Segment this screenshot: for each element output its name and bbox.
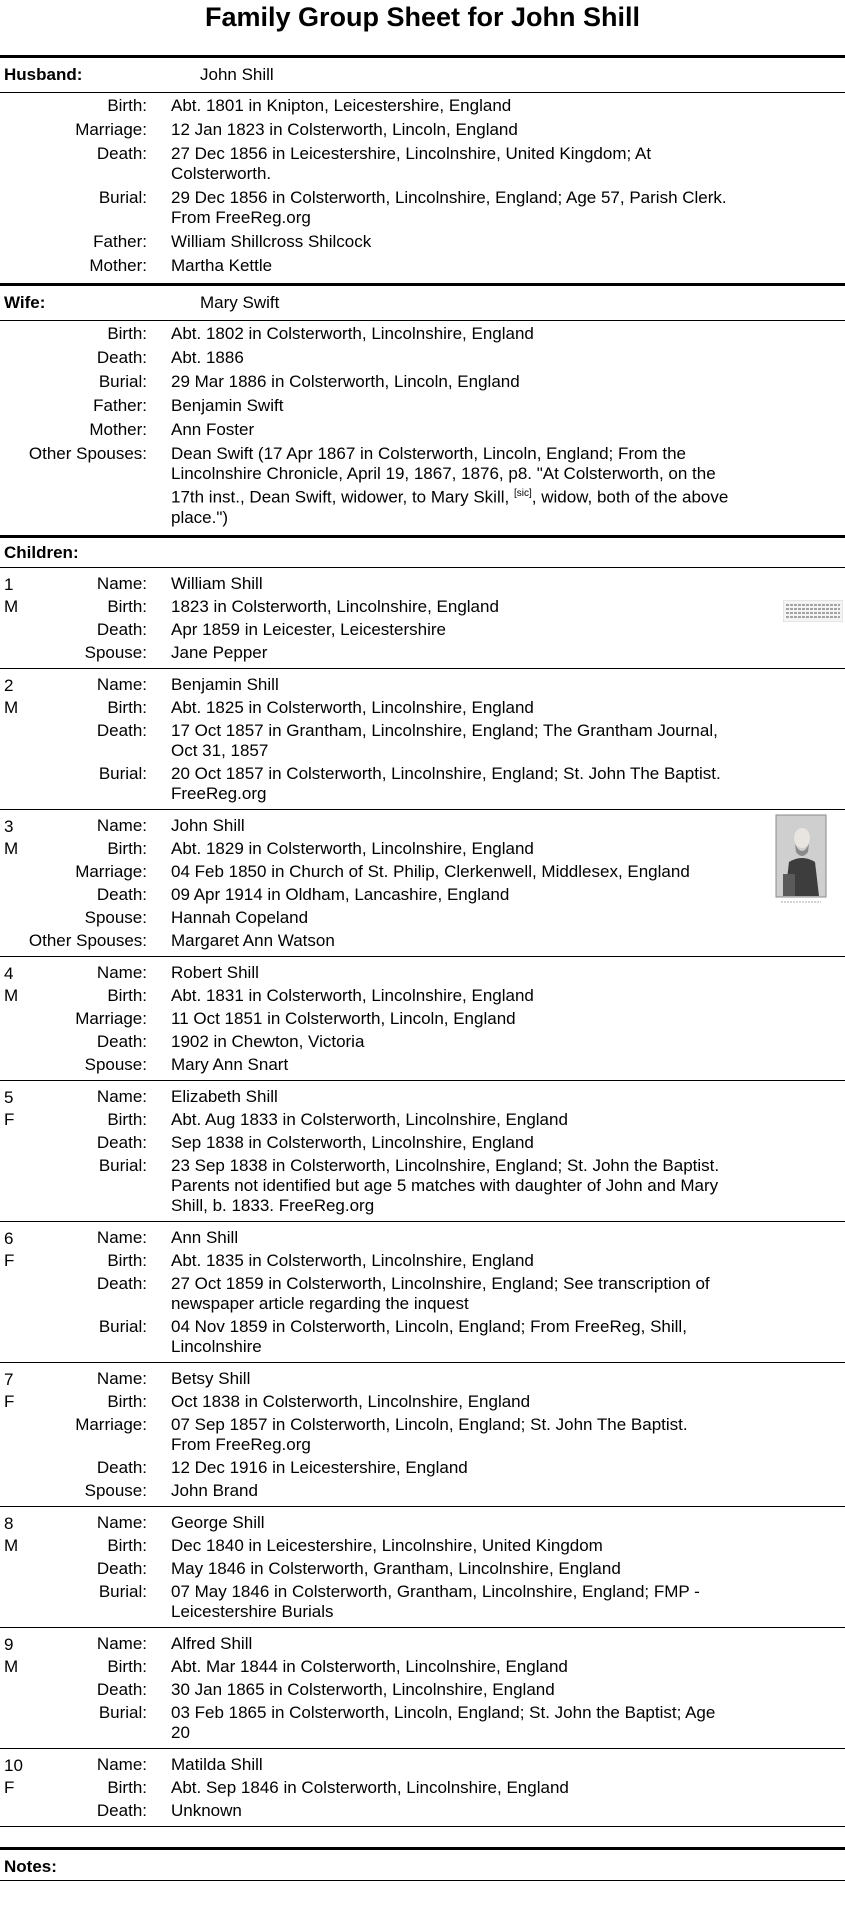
fact-row (0, 1778, 845, 1798)
fact-label: Death: (96, 1132, 147, 1152)
child-sex: F (4, 1777, 15, 1797)
fact-value: Abt. 1802 in Colsterworth, Lincolnshire, England (171, 324, 534, 343)
fact-row (0, 986, 845, 1006)
child-number: 7 (4, 1369, 14, 1389)
fact-value: Jane Pepper (171, 642, 268, 662)
child-sex: M (4, 1535, 19, 1555)
fact-row (0, 1634, 845, 1654)
fact-row (0, 1317, 845, 1357)
child-sex: F (4, 1109, 15, 1129)
husband-label: Husband: (4, 65, 83, 84)
fact-value: 30 Jan 1865 in Colsterworth, Lincolnshire, England (171, 1679, 555, 1699)
fact-row (0, 1156, 845, 1216)
husband-header (0, 58, 845, 93)
fact-value: Matilda Shill (171, 1754, 263, 1774)
fact-row (0, 120, 845, 140)
fact-label: Birth: (107, 838, 147, 858)
fact-label: Birth: (107, 96, 147, 115)
fact-row (0, 348, 845, 368)
fact-label: Burial: (98, 1702, 147, 1722)
fact-value: 29 Dec 1856 in Colsterworth, Lincolnshire, England; Age 57, Parish Clerk. From FreeReg.org (171, 188, 727, 227)
fact-row (0, 1009, 845, 1029)
fact-value: Abt. 1835 in Colsterworth, Lincolnshire, England (171, 1250, 534, 1270)
fact-label: Spouse: (84, 907, 147, 927)
fact-row (0, 963, 845, 983)
portrait-photo-thumbnail[interactable] (775, 814, 827, 906)
fact-row (0, 597, 845, 617)
page-title: Family Group Sheet for John Shill (204, 2, 641, 32)
child-index (4, 1755, 23, 1799)
children-label: Children: (0, 538, 845, 568)
fact-value: Abt. Aug 1833 in Colsterworth, Lincolnshire, England (171, 1109, 568, 1129)
fact-row (0, 908, 845, 928)
fact-value: Robert Shill (171, 962, 259, 982)
fact-row (0, 1133, 845, 1153)
child-number: 2 (4, 675, 14, 695)
fact-row (0, 396, 845, 416)
fact-row (0, 1755, 845, 1775)
fact-label: Burial: (98, 763, 147, 783)
child-entry (0, 1081, 845, 1222)
fact-label: Death: (96, 1558, 147, 1578)
fact-value: Martha Kettle (171, 256, 273, 275)
fact-label: Birth: (107, 1656, 147, 1676)
fact-label: Name: (96, 1227, 147, 1247)
fact-value: 17 Oct 1857 in Grantham, Lincolnshire, England; The Grantham Journal, Oct 31, 1857 (171, 720, 718, 760)
fact-row (0, 1559, 845, 1579)
fact-row (0, 931, 845, 951)
child-entry (0, 957, 845, 1081)
spacer (0, 1827, 845, 1847)
fact-label: Birth: (107, 985, 147, 1005)
fact-label: Name: (96, 1086, 147, 1106)
fact-value: 20 Oct 1857 in Colsterworth, Lincolnshire, England; St. John The Baptist. FreeReg.org (171, 763, 721, 803)
child-number: 5 (4, 1087, 14, 1107)
fact-value: 07 Sep 1857 in Colsterworth, Lincoln, England; St. John The Baptist. From FreeReg.org (171, 1414, 688, 1454)
fact-value: William Shillcross Shilcock (171, 232, 372, 251)
child-entry (0, 1507, 845, 1628)
fact-row (0, 1657, 845, 1677)
fact-value: 29 Mar 1886 in Colsterworth, Lincoln, England (171, 372, 520, 391)
other-spouses-text-end: , widow, both of the above place.") (171, 487, 729, 527)
child-index (4, 574, 18, 618)
fact-value: Betsy Shill (171, 1368, 251, 1388)
fact-value: William Shill (171, 573, 263, 593)
wife-facts-list (0, 324, 845, 440)
child-sex: M (4, 1656, 19, 1676)
fact-row (0, 1415, 845, 1455)
child-sex: F (4, 1391, 15, 1411)
fact-label: Burial: (98, 1155, 147, 1175)
child-sex: M (4, 697, 19, 717)
child-sex: M (4, 838, 19, 858)
fact-row (0, 1110, 845, 1130)
fact-label: Death: (96, 619, 147, 639)
fact-label: Birth: (107, 596, 147, 616)
fact-row (0, 764, 845, 804)
fact-label: Name: (96, 674, 147, 694)
fact-label: Name: (96, 1633, 147, 1653)
husband-facts (0, 93, 845, 283)
child-number: 6 (4, 1228, 14, 1248)
sic-marker: [sic] (513, 488, 532, 499)
fact-value: Unknown (171, 1800, 242, 1820)
fact-row (0, 1055, 845, 1075)
fact-row (0, 885, 845, 905)
fact-label: Marriage: (75, 1008, 147, 1028)
fact-label: Marriage: (75, 861, 147, 881)
fact-row (0, 1228, 845, 1248)
fact-row (0, 698, 845, 718)
child-entry (0, 1628, 845, 1749)
fact-label: Burial: (98, 188, 147, 207)
fact-row (0, 839, 845, 859)
other-spouses-text: Dean Swift (17 Apr 1867 in Colsterworth, Lincoln, England; From the Lincolnshire Chronicle, April 19, 1867, 1876, p8. "At Colsterworth, on the 17th inst., Dean Swift, widower, to Mary Skill, (171, 444, 716, 507)
fact-label: Birth: (107, 1109, 147, 1129)
fact-value: Apr 1859 in Leicester, Leicestershire (171, 619, 446, 639)
fact-row (0, 816, 845, 836)
fact-value: 09 Apr 1914 in Oldham, Lancashire, England (171, 884, 510, 904)
fact-value: Alfred Shill (171, 1633, 253, 1653)
fact-row (0, 1703, 845, 1743)
fact-value: 04 Feb 1850 in Church of St. Philip, Clerkenwell, Middlesex, England (171, 861, 690, 881)
fact-row (0, 372, 845, 392)
fact-label: Death: (96, 144, 147, 163)
fact-label: Father: (93, 396, 147, 415)
child-number: 4 (4, 963, 14, 983)
child-number: 3 (4, 816, 14, 836)
fact-label: Mother: (89, 420, 147, 439)
fact-label: Burial: (98, 1581, 147, 1601)
wife-facts (0, 321, 845, 535)
fact-value: May 1846 in Colsterworth, Grantham, Lincolnshire, England (171, 1558, 621, 1578)
child-sex: M (4, 985, 19, 1005)
fact-row (0, 1513, 845, 1533)
fact-label: Birth: (107, 1250, 147, 1270)
fact-value: Sep 1838 in Colsterworth, Lincolnshire, England (171, 1132, 534, 1152)
fact-row (0, 675, 845, 695)
fact-row (0, 620, 845, 640)
fact-label: Birth: (107, 1777, 147, 1797)
fact-label: Birth: (107, 324, 147, 343)
child-number: 1 (4, 574, 14, 594)
fact-label: Death: (96, 348, 147, 367)
fact-value: Oct 1838 in Colsterworth, Lincolnshire, England (171, 1391, 531, 1411)
fact-value: 27 Oct 1859 in Colsterworth, Lincolnshire, England; See transcription of newspaper article regarding the inquest (171, 1273, 710, 1313)
child-entry (0, 1222, 845, 1363)
fact-row (0, 96, 845, 116)
fact-value: 12 Jan 1823 in Colsterworth, Lincoln, England (171, 120, 518, 139)
fact-label: Name: (96, 1512, 147, 1532)
child-index (4, 675, 18, 719)
fact-value: 11 Oct 1851 in Colsterworth, Lincoln, England (171, 1008, 516, 1028)
fact-label: Name: (96, 1368, 147, 1388)
fact-value: John Shill (171, 815, 245, 835)
fact-label: Spouse: (84, 1480, 147, 1500)
fact-row (0, 444, 845, 528)
fact-row (0, 1392, 845, 1412)
fact-label: Other Spouses: (28, 930, 147, 950)
newspaper-clipping-thumbnail[interactable] (783, 600, 843, 622)
fact-row (0, 574, 845, 594)
fact-value: 27 Dec 1856 in Leicestershire, Lincolnshire, United Kingdom; At Colsterworth. (171, 144, 652, 183)
fact-label: Marriage: (75, 120, 147, 139)
child-sex: F (4, 1250, 15, 1270)
child-sex: M (4, 596, 19, 616)
child-index (4, 1369, 14, 1413)
fact-value: Dec 1840 in Leicestershire, Lincolnshire, United Kingdom (171, 1535, 603, 1555)
fact-label: Father: (93, 232, 147, 251)
fact-value: 12 Dec 1916 in Leicestershire, England (171, 1457, 468, 1477)
fact-value: Abt. 1825 in Colsterworth, Lincolnshire, England (171, 697, 534, 717)
children-list (0, 568, 845, 1827)
fact-value: Abt. Mar 1844 in Colsterworth, Lincolnshire, England (171, 1656, 568, 1676)
child-entry (0, 1363, 845, 1507)
fact-row (0, 232, 845, 252)
husband-name: John Shill (200, 65, 274, 84)
child-number: 9 (4, 1634, 14, 1654)
fact-label: Death: (96, 1273, 147, 1293)
fact-label: Burial: (98, 372, 147, 391)
fact-value: Abt. 1886 (171, 348, 244, 367)
fact-row (0, 188, 845, 228)
fact-value: Benjamin Swift (171, 396, 284, 415)
fact-row (0, 256, 845, 276)
fact-value: Ann Shill (171, 1227, 239, 1247)
child-index (4, 963, 18, 1007)
fact-row (0, 420, 845, 440)
fact-value: Benjamin Shill (171, 674, 279, 694)
child-entry (0, 1749, 845, 1827)
fact-value: Abt. 1831 in Colsterworth, Lincolnshire, England (171, 985, 534, 1005)
fact-row (0, 1274, 845, 1314)
fact-label: Marriage: (75, 1414, 147, 1434)
fact-row (0, 1458, 845, 1478)
child-entry (0, 568, 845, 669)
fact-label: Death: (96, 1457, 147, 1477)
child-index (4, 1513, 18, 1557)
fact-value: Abt. Sep 1846 in Colsterworth, Lincolnshire, England (171, 1777, 569, 1797)
fact-row (0, 643, 845, 663)
wife-header (0, 286, 845, 321)
fact-row (0, 1087, 845, 1107)
fact-label: Death: (96, 1679, 147, 1699)
fact-label: Death: (96, 884, 147, 904)
fact-row (0, 1369, 845, 1389)
fact-label: Birth: (107, 1535, 147, 1555)
fact-label: Name: (96, 815, 147, 835)
fact-value: 1823 in Colsterworth, Lincolnshire, England (171, 596, 499, 616)
child-index (4, 1634, 18, 1678)
fact-value: John Brand (171, 1480, 258, 1500)
fact-row (0, 324, 845, 344)
fact-row (0, 1481, 845, 1501)
fact-row (0, 1032, 845, 1052)
fact-row (0, 862, 845, 882)
child-index (4, 1228, 14, 1272)
fact-row (0, 1251, 845, 1271)
fact-value: 1902 in Chewton, Victoria (171, 1031, 365, 1051)
fact-label: Birth: (107, 1391, 147, 1411)
fact-row (0, 721, 845, 761)
fact-value: 07 May 1846 in Colsterworth, Grantham, Lincolnshire, England; FMP - Leicestershire Burials (171, 1581, 700, 1621)
child-index (4, 816, 18, 860)
child-number: 8 (4, 1513, 14, 1533)
wife-label: Wife: (4, 293, 46, 312)
fact-row (0, 1801, 845, 1821)
fact-row (0, 144, 845, 184)
fact-label: Death: (96, 720, 147, 740)
fact-label: Spouse: (84, 1054, 147, 1074)
fact-label: Death: (96, 1031, 147, 1051)
fact-value (171, 444, 731, 528)
fact-label: Burial: (98, 1316, 147, 1336)
fact-label: Death: (96, 1800, 147, 1820)
fact-label: Name: (96, 962, 147, 982)
fact-value: Abt. 1829 in Colsterworth, Lincolnshire, England (171, 838, 534, 858)
fact-value: Elizabeth Shill (171, 1086, 278, 1106)
child-index (4, 1087, 14, 1131)
child-number: 10 (4, 1755, 23, 1775)
fact-label: Other Spouses: (28, 444, 147, 463)
fact-label: Spouse: (84, 642, 147, 662)
notes-label: Notes: (0, 1850, 845, 1881)
child-entry (0, 669, 845, 810)
fact-value: 04 Nov 1859 in Colsterworth, Lincoln, England; From FreeReg, Shill, Lincolnshire (171, 1316, 687, 1356)
fact-value: Abt. 1801 in Knipton, Leicestershire, England (171, 96, 512, 115)
fact-row (0, 1536, 845, 1556)
fact-value: Hannah Copeland (171, 907, 309, 927)
fact-label: Birth: (107, 697, 147, 717)
fact-label: Name: (96, 1754, 147, 1774)
fact-label: Name: (96, 573, 147, 593)
wife-name: Mary Swift (200, 293, 280, 312)
fact-value: Ann Foster (171, 420, 255, 439)
fact-label: Mother: (89, 256, 147, 275)
fact-row (0, 1680, 845, 1700)
child-entry (0, 810, 845, 957)
fact-value: 03 Feb 1865 in Colsterworth, Lincoln, England; St. John the Baptist; Age 20 (171, 1702, 716, 1742)
fact-row (0, 1582, 845, 1622)
fact-value: Mary Ann Snart (171, 1054, 289, 1074)
fact-value: 23 Sep 1838 in Colsterworth, Lincolnshire, England; St. John the Baptist. Parents not identified but age 5 matches with daughter of John and Mary Shill, b. 1833. FreeReg.org (171, 1155, 720, 1215)
fact-value: George Shill (171, 1512, 265, 1532)
fact-value: Margaret Ann Watson (171, 930, 335, 950)
